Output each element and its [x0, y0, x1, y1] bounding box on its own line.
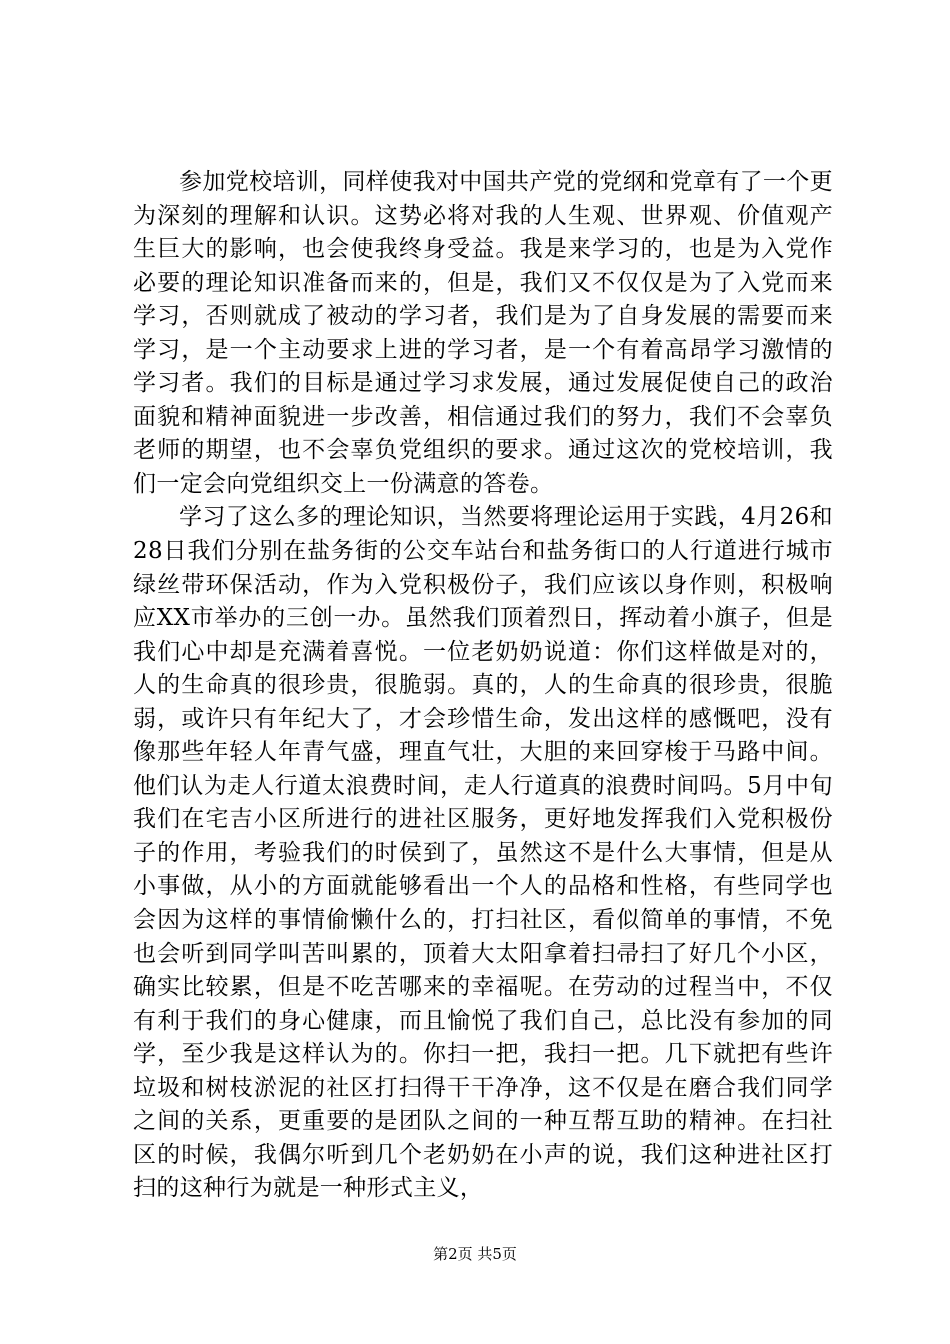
page-number-footer: 第2页 共5页 — [433, 1245, 517, 1263]
paragraph-practice-activities: 学习了这么多的理论知识，当然要将理论运用于实践，4月26和28日我们分别在盐务街的公交车站台和盐务街口的人行道进行城市绿丝带环保活动，作为入党积极份子，我们应该以身作则，积极响应XX市举办的三创一办。虽然我们顶着烈日，挥动着小旗子，但是我们心中却是充满着喜悦。一位老奶奶说道：你们这样做是对的，人的生命真的很珍贵，很脆弱。真的，人的生命真的很珍贵，很脆弱，或许只有年纪大了，才会珍惜生命，发出这样的感慨吧，没有像那些年轻人年青气盛，理直气壮，大胆的来回穿梭于马路中间。他们认为走人行道太浪费时间，走人行道真的浪费时间吗。5月中旬我们在宅吉小区所进行的进社区服务，更好地发挥我们入党积极份子的作用，考验我们的时侯到了，虽然这不是什么大事情，但是从小事做，从小的方面就能够看出一个人的品格和性格，有些同学也会因为这样的事情偷懒什么的，打扫社区，看似简单的事情，不免也会听到同学叫苦叫累的，顶着大太阳拿着扫帚扫了好几个小区，确实比较累，但是不吃苦哪来的幸福呢。在劳动的过程当中，不仅有利于我们的身心健康，而且愉悦了我们自己，总比没有参加的同学，至少我是这样认为的。你扫一把，我扫一把。几下就把有些许垃圾和树枝淤泥的社区打扫得干干净净，这不仅是在磨合我们同学之间的关系，更重要的是团队之间的一种互帮互助的精神。在扫社区的时候，我偶尔听到几个老奶奶在小声的说，我们这种进社区打扫的这种行为就是一种形式主义， — [133, 504, 833, 1202]
document-body — [133, 166, 833, 1206]
paragraph-party-school-training: 参加党校培训，同样使我对中国共产党的党纲和党章有了一个更为深刻的理解和认识。这势必将对我的人生观、世界观、价值观产生巨大的影响，也会使我终身受益。我是来学习的，也是为入党作必要的理论知识准备而来的，但是，我们又不仅仅是为了入党而来学习，否则就成了被动的学习者，我们是为了自身发展的需要而来学习，是一个主动要求上进的学习者，是一个有着高昂学习激情的学习者。我们的目标是通过学习求发展，通过发展促使自己的政治面貌和精神面貌进一步改善，相信通过我们的努力，我们不会辜负老师的期望，也不会辜负党组织的要求。通过这次的党校培训，我们一定会向党组织交上一份满意的答卷。 — [133, 169, 833, 497]
